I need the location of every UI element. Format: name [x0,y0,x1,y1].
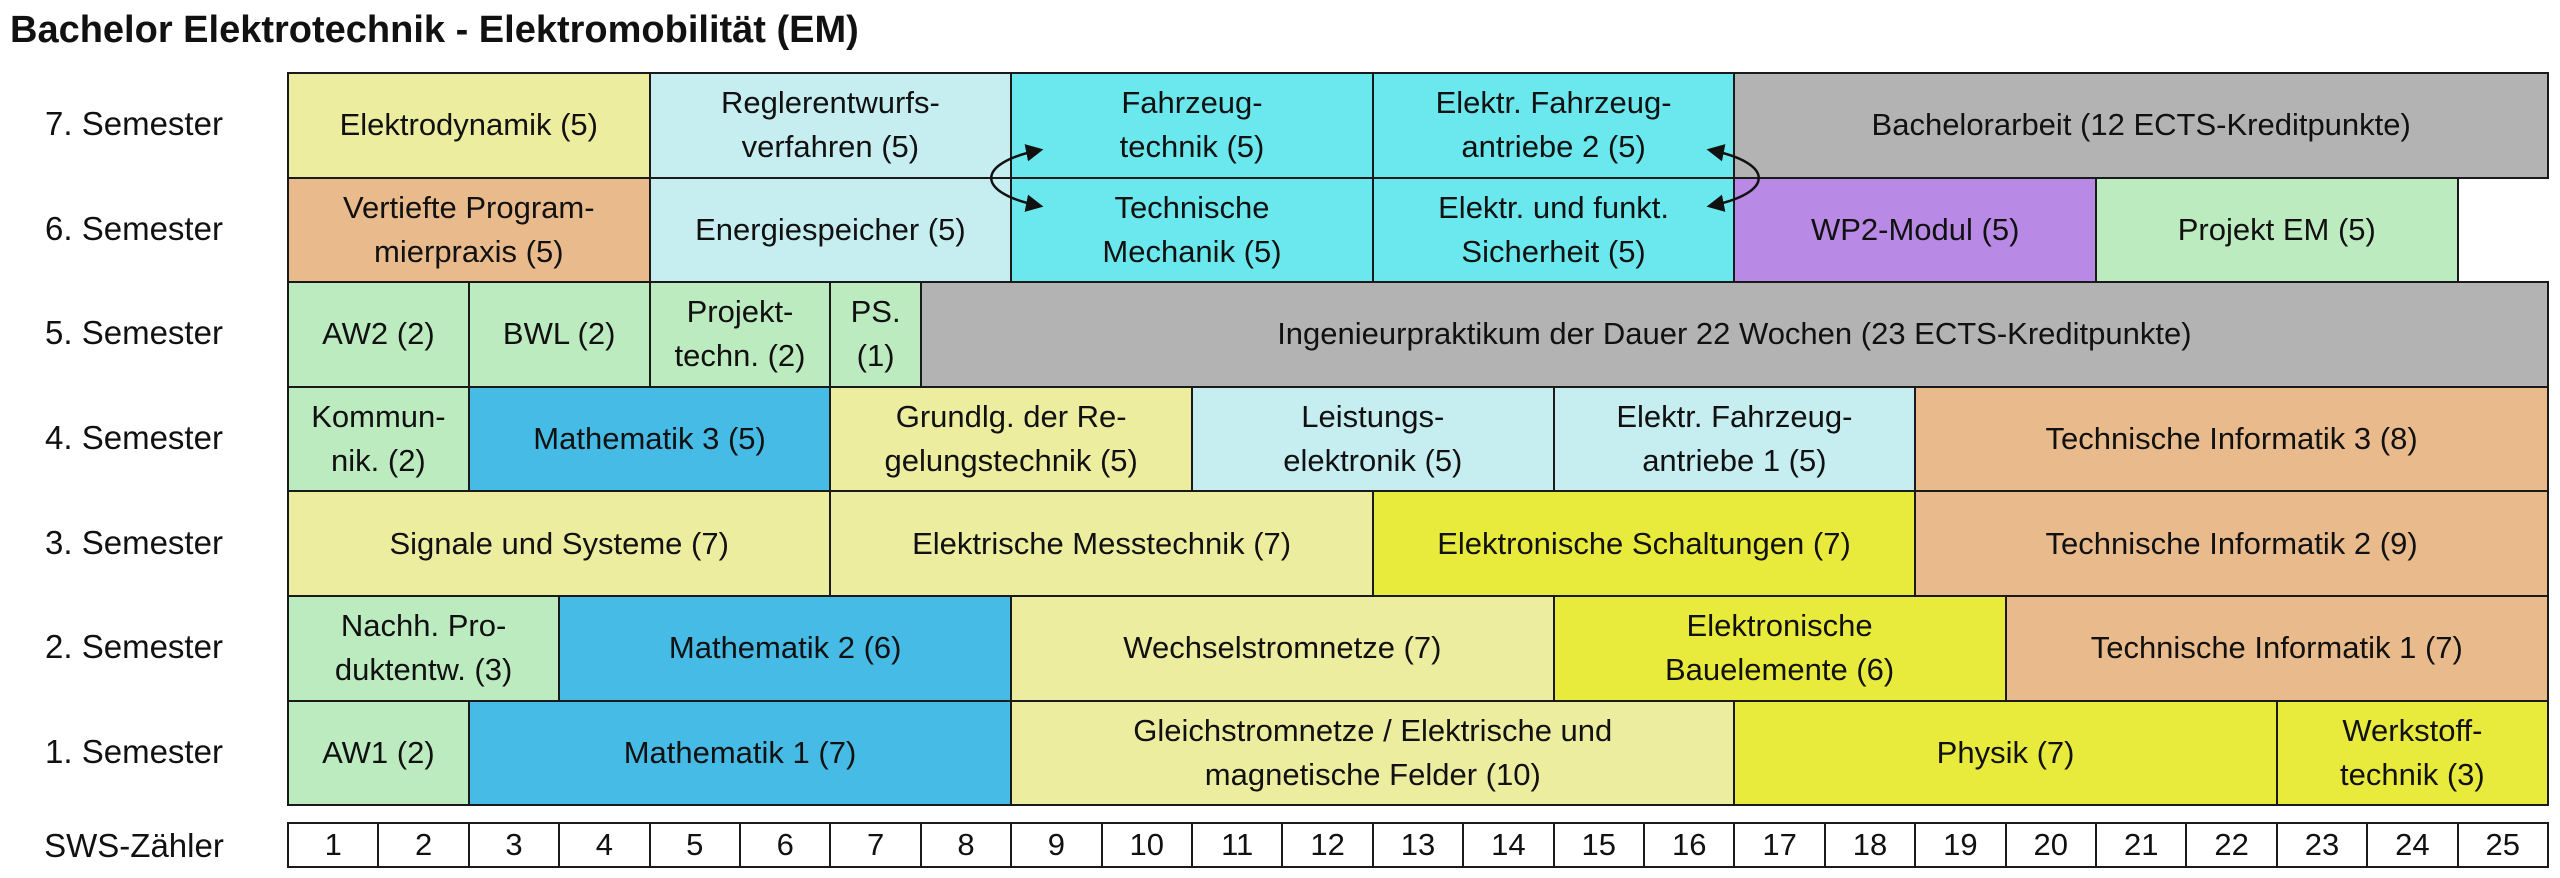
module-cell: Technische Informatik 3 (8) [1914,386,2549,493]
sws-tick: 17 [1733,822,1825,868]
sws-tick: 25 [2457,822,2549,868]
module-cell: Vertiefte Program- mierpraxis (5) [287,177,651,284]
module-cell: Leistungs- elektronik (5) [1191,386,1555,493]
sws-tick: 23 [2276,822,2368,868]
sws-tick: 9 [1010,822,1102,868]
sws-tick: 12 [1281,822,1373,868]
sws-tick: 11 [1191,822,1283,868]
module-cell: Kommun- nik. (2) [287,386,470,493]
module-cell: Elektr. Fahrzeug- antriebe 2 (5) [1372,72,1736,179]
sws-tick: 4 [558,822,650,868]
sws-tick: 22 [2185,822,2277,868]
sws-tick: 5 [649,822,741,868]
module-cell: AW1 (2) [287,700,470,807]
semester-label: 3. Semester [45,523,223,561]
sws-tick: 7 [829,822,921,868]
module-cell: WP2-Modul (5) [1733,177,2097,284]
module-cell: Nachh. Pro- duktentw. (3) [287,595,560,702]
module-cell: Gleichstromnetze / Elektrische und magnetische Felder (10) [1010,700,1735,807]
module-cell: Elektr. Fahrzeug- antriebe 1 (5) [1553,386,1917,493]
module-cell: AW2 (2) [287,281,470,388]
sws-tick: 15 [1553,822,1645,868]
module-cell: Mathematik 3 (5) [468,386,832,493]
sws-tick: 1 [287,822,379,868]
module-cell: Werkstoff- technik (3) [2276,700,2549,807]
module-cell: Mathematik 2 (6) [558,595,1012,702]
semester-label: 2. Semester [45,628,223,666]
module-cell: Reglerentwurfs- verfahren (5) [649,72,1013,179]
sws-tick: 21 [2095,822,2187,868]
semester-label: 6. Semester [45,209,223,247]
sws-tick: 20 [2005,822,2097,868]
module-cell: PS. (1) [829,281,921,388]
module-cell: Grundlg. der Re- gelungstechnik (5) [829,386,1193,493]
module-cell: Projekt EM (5) [2095,177,2459,284]
semester-label: 5. Semester [45,314,223,352]
module-cell: Mathematik 1 (7) [468,700,1012,807]
module-cell: Technische Informatik 1 (7) [2005,595,2549,702]
sws-counter-label: SWS-Zähler [44,827,224,864]
sws-tick: 10 [1101,822,1193,868]
sws-tick: 18 [1824,822,1916,868]
semester-label: 1. Semester [45,732,223,770]
module-cell: Technische Informatik 2 (9) [1914,490,2549,597]
module-cell: Projekt- techn. (2) [649,281,832,388]
sws-tick: 19 [1914,822,2006,868]
sws-tick: 8 [920,822,1012,868]
module-cell: Fahrzeug- technik (5) [1010,72,1374,179]
module-cell: Signale und Systeme (7) [287,490,831,597]
semester-label: 7. Semester [45,105,223,143]
sws-tick: 6 [739,822,831,868]
module-cell: Wechselstromnetze (7) [1010,595,1554,702]
module-cell: Ingenieurpraktikum der Dauer 22 Wochen (23 ECTS-Kreditpunkte) [920,281,2549,388]
sws-tick: 3 [468,822,560,868]
module-cell: Elektr. und funkt. Sicherheit (5) [1372,177,1736,284]
sws-tick: 13 [1372,822,1464,868]
module-cell: Elektrodynamik (5) [287,72,651,179]
module-cell: Bachelorarbeit (12 ECTS-Kreditpunkte) [1733,72,2549,179]
module-cell: Physik (7) [1733,700,2277,807]
module-cell: Elektronische Schaltungen (7) [1372,490,1916,597]
module-cell: Technische Mechanik (5) [1010,177,1374,284]
module-cell: Energiespeicher (5) [649,177,1013,284]
semester-label: 4. Semester [45,419,223,457]
module-cell: BWL (2) [468,281,651,388]
sws-tick: 14 [1462,822,1554,868]
module-cell: Elektronische Bauelemente (6) [1553,595,2007,702]
sws-tick: 16 [1643,822,1735,868]
sws-tick: 24 [2366,822,2458,868]
sws-tick: 2 [377,822,469,868]
module-cell: Elektrische Messtechnik (7) [829,490,1373,597]
page-title: Bachelor Elektrotechnik - Elektromobilität (EM) [10,9,859,51]
